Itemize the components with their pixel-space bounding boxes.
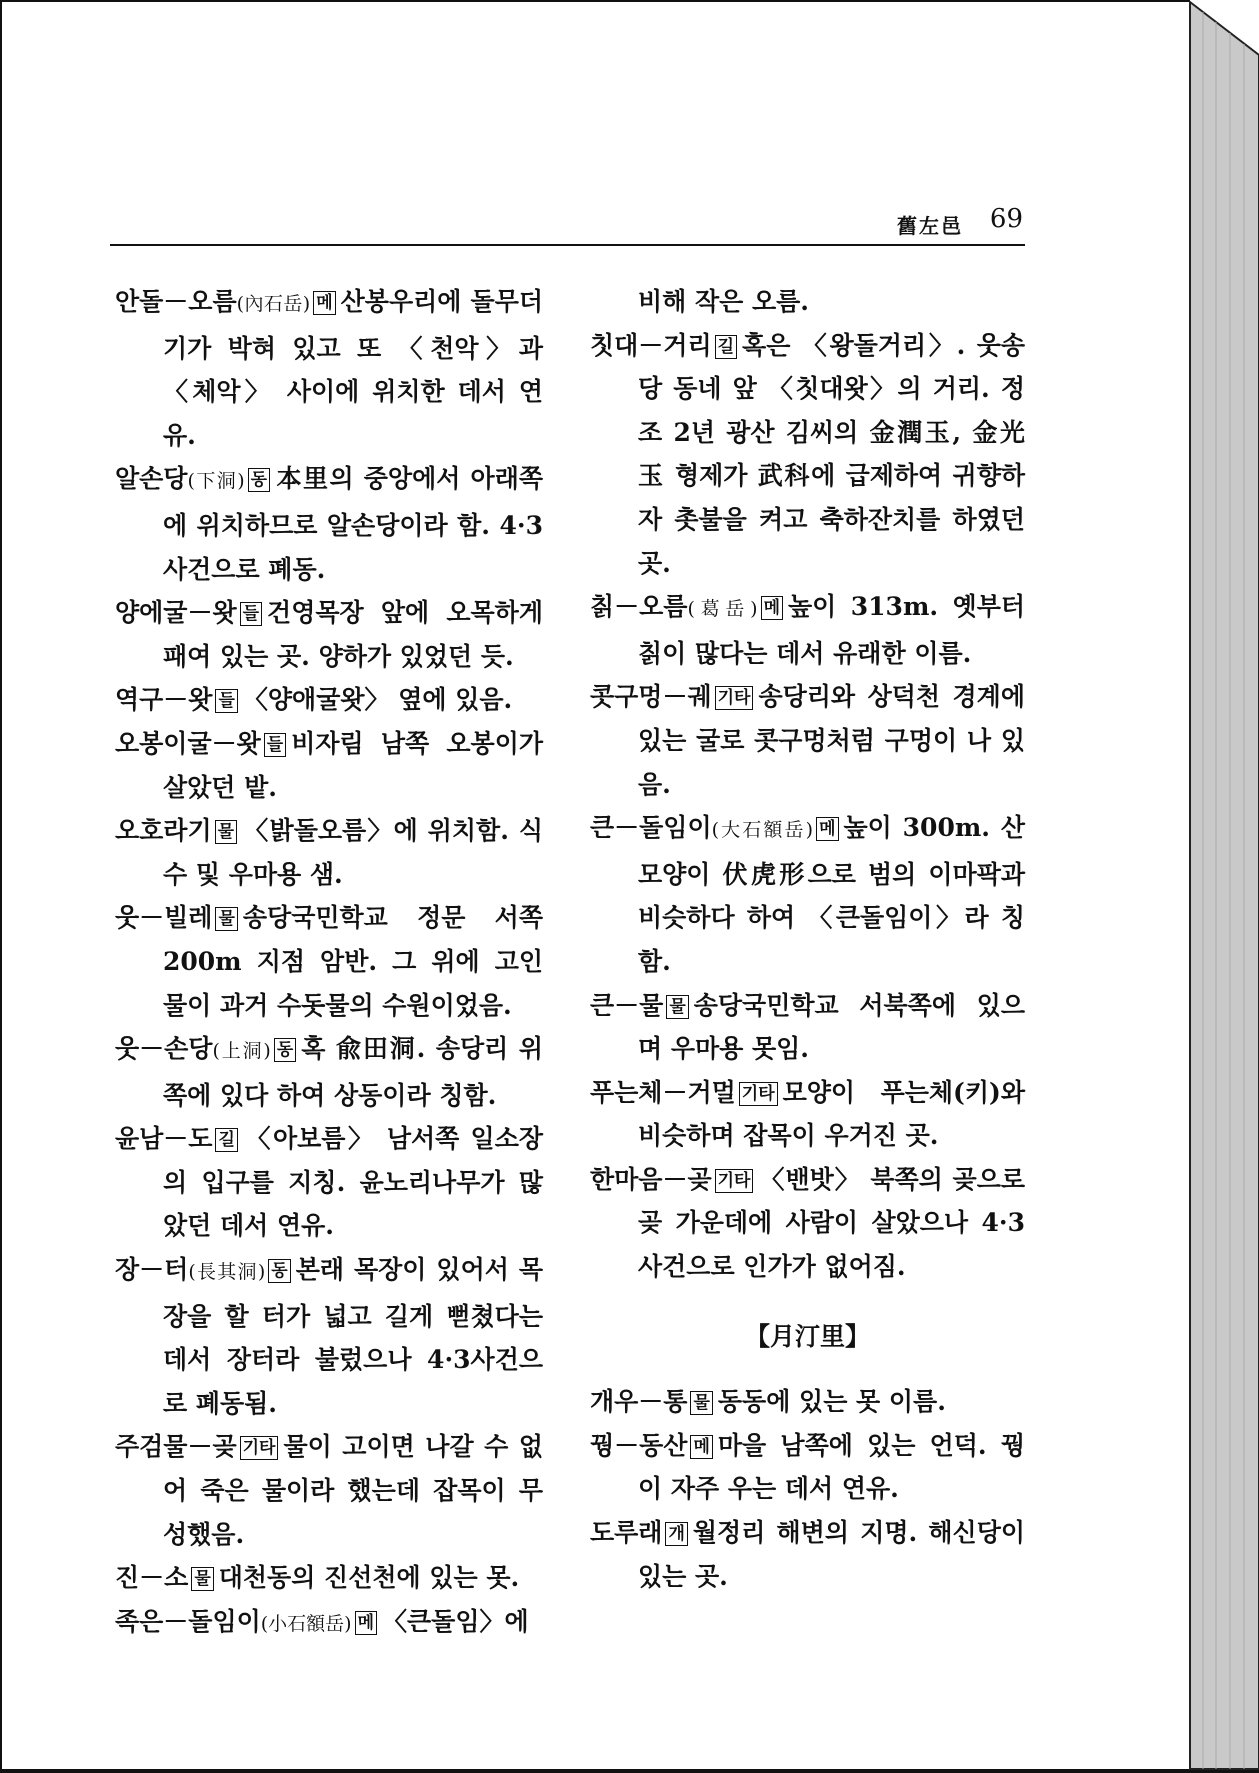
entry-description: 건영목장 앞에 오목하게 패여 있는 곳. 양하가 있었던 듯. <box>163 598 543 671</box>
category-tag: 길 <box>215 1128 237 1152</box>
glossary-entry <box>115 280 543 457</box>
category-tag: 기타 <box>715 1169 754 1193</box>
category-tag: 기타 <box>240 1436 279 1460</box>
right-column <box>590 280 1025 1598</box>
entry-description: 혹 兪田洞. 송당리 위쪽에 있다 하여 상동이라 칭함. <box>163 1034 543 1110</box>
right-entry-list <box>590 324 1025 1289</box>
category-tag: 들 <box>240 602 262 626</box>
category-tag: 물 <box>191 1567 213 1591</box>
glossary-entry <box>590 806 1025 983</box>
glossary-entry <box>590 1158 1025 1289</box>
entry-description: 물이 고이면 나갈 수 없어 죽은 물이라 했는데 잡목이 무성했음. <box>163 1432 543 1549</box>
entry-term: 큰－돌임이 <box>590 813 712 843</box>
entry-term: 한마음－곶 <box>590 1164 712 1194</box>
entry-description: 대천동의 진선천에 있는 못. <box>218 1563 520 1593</box>
entry-term: 윤남－도 <box>115 1124 213 1154</box>
continued-text: 비해 작은 오름. <box>638 287 810 316</box>
entry-term: 꿩－동산 <box>590 1430 688 1460</box>
category-tag: 길 <box>715 335 737 359</box>
category-tag: 메 <box>690 1435 712 1459</box>
glossary-entry <box>590 1071 1025 1158</box>
entry-description: 송당국민학교 정문 서쪽 200m 지점 암반. 그 위에 고인 물이 과거 수돗물의 수원이었음. <box>163 903 543 1020</box>
entry-description: 本里의 중앙에서 아래쪽에 위치하므로 알손당이라 함. 4·3사건으로 폐동. <box>163 464 543 584</box>
glossary-entry <box>590 324 1025 586</box>
section-spacer <box>590 1289 1025 1307</box>
entry-term: 오호라기 <box>115 816 212 846</box>
category-tag: 메 <box>313 291 335 315</box>
entry-term: 개우－통 <box>590 1387 688 1417</box>
entry-term: 도루래 <box>590 1518 663 1548</box>
entry-description: 송당국민학교 서북쪽에 있으며 우마용 못임. <box>638 990 1025 1064</box>
entry-term: 역구－왓 <box>115 685 213 715</box>
glossary-entry <box>590 585 1025 675</box>
category-tag: 들 <box>215 689 237 713</box>
entry-description: 높이 300m. 산 모양이 伏虎形으로 범의 이마팍과 비슷하다 하여 〈큰돌임이〉라 칭함. <box>638 813 1025 976</box>
category-tag: 메 <box>816 817 838 841</box>
glossary-entry <box>115 591 543 678</box>
entry-description: 〈아보름〉 남서쪽 일소장의 입구를 지칭. 윤노리나무가 많았던 데서 연유. <box>163 1124 543 1241</box>
category-tag: 물 <box>666 995 688 1019</box>
glossary-entry <box>115 809 543 896</box>
entry-hanja: (葛岳) <box>687 598 758 621</box>
category-tag: 물 <box>690 1391 712 1415</box>
category-tag: 물 <box>215 820 237 844</box>
left-column <box>115 280 543 1646</box>
glossary-entry <box>115 1600 543 1647</box>
entry-term: 알손당 <box>115 464 188 494</box>
section-heading: 【月汀里】 <box>744 1321 870 1351</box>
glossary-entry <box>590 984 1025 1071</box>
glossary-entry <box>115 1556 543 1600</box>
entry-term: 칫대－거리 <box>590 330 712 360</box>
header-district-name: 舊左邑 <box>897 214 963 238</box>
entry-term: 장－터 <box>115 1255 189 1285</box>
entry-term: 웃－손당 <box>115 1034 213 1064</box>
entry-term: 큰－물 <box>590 990 664 1020</box>
category-tag: 메 <box>761 596 783 620</box>
category-tag: 메 <box>355 1611 377 1635</box>
glossary-entry <box>115 1117 543 1248</box>
entry-term: 진－소 <box>115 1563 189 1593</box>
glossary-entry <box>590 1424 1025 1511</box>
header-rule <box>110 244 1025 246</box>
entry-hanja: (小石額岳) <box>260 1612 352 1635</box>
category-tag: 기타 <box>739 1082 778 1106</box>
entry-description: 혹은 〈왕돌거리〉. 웃송당 동네 앞 〈칫대왓〉의 거리. 정조 2년 광산 김씨의 金潤玉, 金光玉 형제가 武科에 급제하여 귀향하자 촛불을 켜고 축하잔치를 하였던 곳. <box>638 330 1025 578</box>
entry-term: 족은－돌임이 <box>115 1606 261 1636</box>
running-header <box>110 200 1025 248</box>
entry-description: 본래 목장이 있어서 목장을 할 터가 넓고 길게 뻗쳤다는 데서 장터라 불렀으나 4·3사건으로 폐동됨. <box>163 1255 544 1418</box>
glossary-entry <box>590 1380 1025 1424</box>
glossary-entry <box>590 675 1025 806</box>
entry-hanja: (大石額岳) <box>711 819 814 842</box>
category-tag: 개 <box>665 1522 687 1546</box>
entry-description: 비자림 남쪽 오봉이가 살았던 밭. <box>163 728 543 802</box>
entry-description: 동동에 있는 못 이름. <box>717 1387 946 1417</box>
entry-term: 안돌－오름 <box>115 287 237 316</box>
entry-term: 칡－오름 <box>590 592 688 622</box>
entry-term: 주검물－곶 <box>115 1432 237 1462</box>
glossary-entry <box>115 1425 543 1556</box>
entry-description: 〈양애굴왓〉 옆에 있음. <box>242 685 513 715</box>
entry-hanja: (上洞) <box>212 1040 271 1063</box>
entry-description: 송당리와 상덕천 경계에 있는 굴로 콧구멍처럼 구멍이 나 있음. <box>638 682 1025 799</box>
category-tag: 기타 <box>715 686 754 710</box>
entry-description: 〈큰돌임〉에 <box>382 1606 529 1636</box>
category-tag: 동 <box>248 468 270 492</box>
entry-term: 양에굴－왓 <box>115 598 237 628</box>
entry-description: 마을 남쪽에 있는 언덕. 꿩이 자주 우는 데서 연유. <box>638 1430 1025 1504</box>
glossary-entry <box>115 896 543 1027</box>
glossary-entry <box>115 1248 543 1425</box>
glossary-entry <box>115 1027 543 1117</box>
section-entry-list <box>590 1380 1025 1598</box>
entry-term: 콧구멍－궤 <box>590 682 712 712</box>
entry-description: 산봉우리에 돌무더기가 박혀 있고 또 〈천악〉과 〈체악〉 사이에 위치한 데서 연유. <box>163 287 544 450</box>
entry-description: 〈밴밧〉 북쪽의 곶으로 곶 가운데에 사람이 살았으나 4·3사건으로 인가가 없어짐. <box>638 1164 1025 1282</box>
entry-description: 높이 313m. 옛부터 칡이 많다는 데서 유래한 이름. <box>638 592 1026 668</box>
glossary-entry <box>115 678 543 722</box>
category-tag: 물 <box>215 907 237 931</box>
glossary-entry <box>590 1511 1025 1598</box>
category-tag: 동 <box>268 1259 290 1283</box>
entry-hanja: (長其洞) <box>188 1261 266 1284</box>
entry-description: 월정리 해변의 지명. 해신당이 있는 곳. <box>638 1518 1025 1591</box>
glossary-entry <box>115 722 543 809</box>
entry-term: 오봉이굴－왓 <box>115 728 261 758</box>
entry-description: 〈밝돌오름〉에 위치함. 식수 및 우마용 샘. <box>163 816 543 889</box>
category-tag: 들 <box>264 733 286 757</box>
entry-hanja: (內石岳) <box>236 293 311 315</box>
category-tag: 동 <box>274 1038 296 1062</box>
entry-hanja: (下洞) <box>187 470 245 493</box>
glossary-entry <box>115 457 543 591</box>
entry-term: 웃－빌레 <box>115 903 213 933</box>
entry-term: 푸는체－거멀 <box>590 1077 736 1107</box>
entry-description: 모양이 푸는체(키)와 비슷하며 잡목이 우거진 곳. <box>638 1077 1025 1151</box>
page-number: 69 <box>989 204 1023 234</box>
